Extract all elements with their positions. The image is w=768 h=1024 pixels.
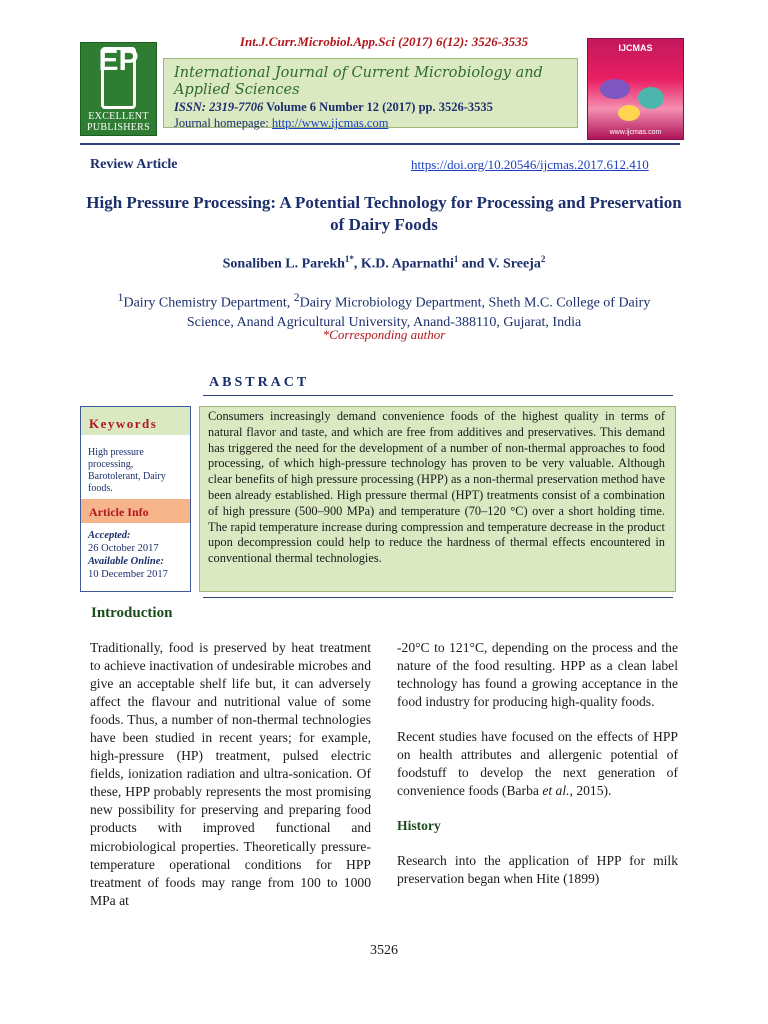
online-date: 10 December 2017 [88, 569, 168, 580]
online-label: Available Online: [88, 556, 164, 567]
author-name: V. Sreeja [487, 256, 541, 272]
history-heading: History [397, 818, 441, 834]
doi-link[interactable]: https://doi.org/10.20546/ijcmas.2017.612.410 [411, 157, 649, 172]
homepage-label: Journal homepage: [174, 116, 272, 130]
body-column-left [90, 639, 371, 927]
issn-line [174, 99, 567, 115]
abstract-heading: ABSTRACT [209, 375, 310, 390]
paragraph-text: Recent studies have focused on the effects of HPP on health attributes and allergenic potential of foodstuff to develop the next generation of convenience foods (Barba [397, 729, 678, 799]
affiliations [84, 288, 684, 332]
affil-sup-1: 1 [117, 291, 124, 304]
journal-info-box [163, 58, 578, 128]
author-name: Sonaliben L. Parekh [222, 256, 345, 272]
introduction-heading: Introduction [91, 605, 173, 621]
accepted-date: 26 October 2017 [88, 543, 159, 554]
journal-cover-image [587, 38, 684, 140]
keywords-list: High pressure processing, Barotolerant, Dairy foods. [88, 447, 166, 494]
et-al: et al., [542, 783, 573, 799]
cover-decoration [618, 105, 640, 121]
header-divider [80, 143, 680, 145]
cover-title: IJCMAS [618, 43, 653, 53]
logo-letters: EP [98, 44, 139, 77]
paragraph: Research into the application of HPP for milk preservation began when Hite (1899) [397, 853, 678, 887]
cover-decoration [600, 79, 630, 99]
affiliation-line2: Science, Anand Agricultural University, Anand-388110, Gujarat, India [186, 314, 582, 330]
journal-name: International Journal of Current Microbiology and Applied Sciences [174, 65, 543, 98]
article-info-heading: Article Info [81, 499, 190, 523]
homepage-link[interactable]: http://www.ijcmas.com [271, 116, 389, 130]
author-affiliation-mark: 1* [344, 254, 354, 264]
publisher-line1: EXCELLENT [88, 111, 149, 122]
authors: Sonaliben L. Parekh$^{1*}$, K.D. Aparnathi$^1$ and V. Sreeja$^2$ [222, 254, 546, 272]
publisher-line2: PUBLISHERS [86, 122, 150, 133]
paragraph: Traditionally, food is preserved by heat treatment to achieve inactivation of undesirable microbes and give an acceptable shelf life but, it can adversely affect the flavour and nutritional value of some foods. Thus, a number of non-thermal technologies have been studied in recent years; for example, high-pressure (HP) treatment, pulsed electric fields, ionization radiation and ultra-sonication. Of these, HPP probably represents the most promising new possibility for preserving and preparing food products with improved functional and microbiological properties. Theoretically pressure-temperature operational conditions for HPP treatment of foods may range from 100 to 1000 MPa at [90, 640, 371, 908]
publisher-name [81, 111, 156, 133]
article-sidebar [80, 406, 191, 592]
abstract-text: Consumers increasingly demand convenience foods of the highest quality in terms of natural flavor and taste, and which are free from additives and preservatives. This demand has triggered the need for the development of a number of non-thermal approaches to food processing, of which high-pressure technology has proven to be very valuable. Although clear benefits of high pressure processing (HPP) as a non-thermal preservation method have been already established. High pressure thermal (HPT) treatments consist of a combination of high pressure (500–900 MPa) and temperature (70–120 °C) over a short holding time. The rapid temperature increase during compression and temperature decrease in the product upon decompression could help to reduce the hardness of thermal effects encountered in conventional thermal technologies. [199, 406, 676, 592]
article-info [88, 529, 188, 581]
paragraph: -20°C to 121°C, depending on the process and the nature of the food resulting. HPP as a clean label technology has found a growing acceptance in the food industry for producing high-quality foods. [397, 640, 678, 710]
keywords-heading: Keywords [81, 407, 190, 435]
article-title: High Pressure Processing: A Potential Technology for Processing and Preservation of Dairy Foods [86, 193, 682, 234]
affiliation-2: Dairy Microbiology Department, Sheth M.C. College of Dairy [299, 295, 651, 311]
doi-line [411, 157, 649, 173]
issn: ISSN: 2319-7706 [174, 100, 264, 114]
article-type: Review Article [90, 157, 178, 172]
affil-sup-2: 2 [293, 291, 300, 304]
journal-reference: Int.J.Curr.Microbiol.App.Sci (2017) 6(12): 3526-3535 [239, 34, 529, 49]
cover-url: www.ijcmas.com [609, 129, 662, 136]
author-name: K.D. Aparnathi [360, 256, 454, 272]
affiliation-1: Dairy Chemistry Department, [123, 295, 294, 311]
author-affiliation-mark: 1 [453, 254, 459, 264]
abstract-divider [203, 395, 673, 396]
homepage-line [174, 115, 567, 131]
publisher-logo [80, 42, 157, 136]
cover-decoration [638, 87, 664, 109]
accepted-label: Accepted: [88, 530, 131, 541]
abstract-bottom-divider [203, 597, 673, 598]
paragraph-text-end: 2015). [572, 783, 612, 799]
corresponding-author-note: *Corresponding author [322, 327, 446, 342]
page-number: 3526 [370, 943, 398, 958]
volume: Volume 6 Number 12 (2017) pp. 3526-3535 [266, 100, 493, 114]
paragraph [397, 728, 678, 800]
body-column-right [397, 639, 678, 906]
author-affiliation-mark: 2 [540, 254, 546, 264]
